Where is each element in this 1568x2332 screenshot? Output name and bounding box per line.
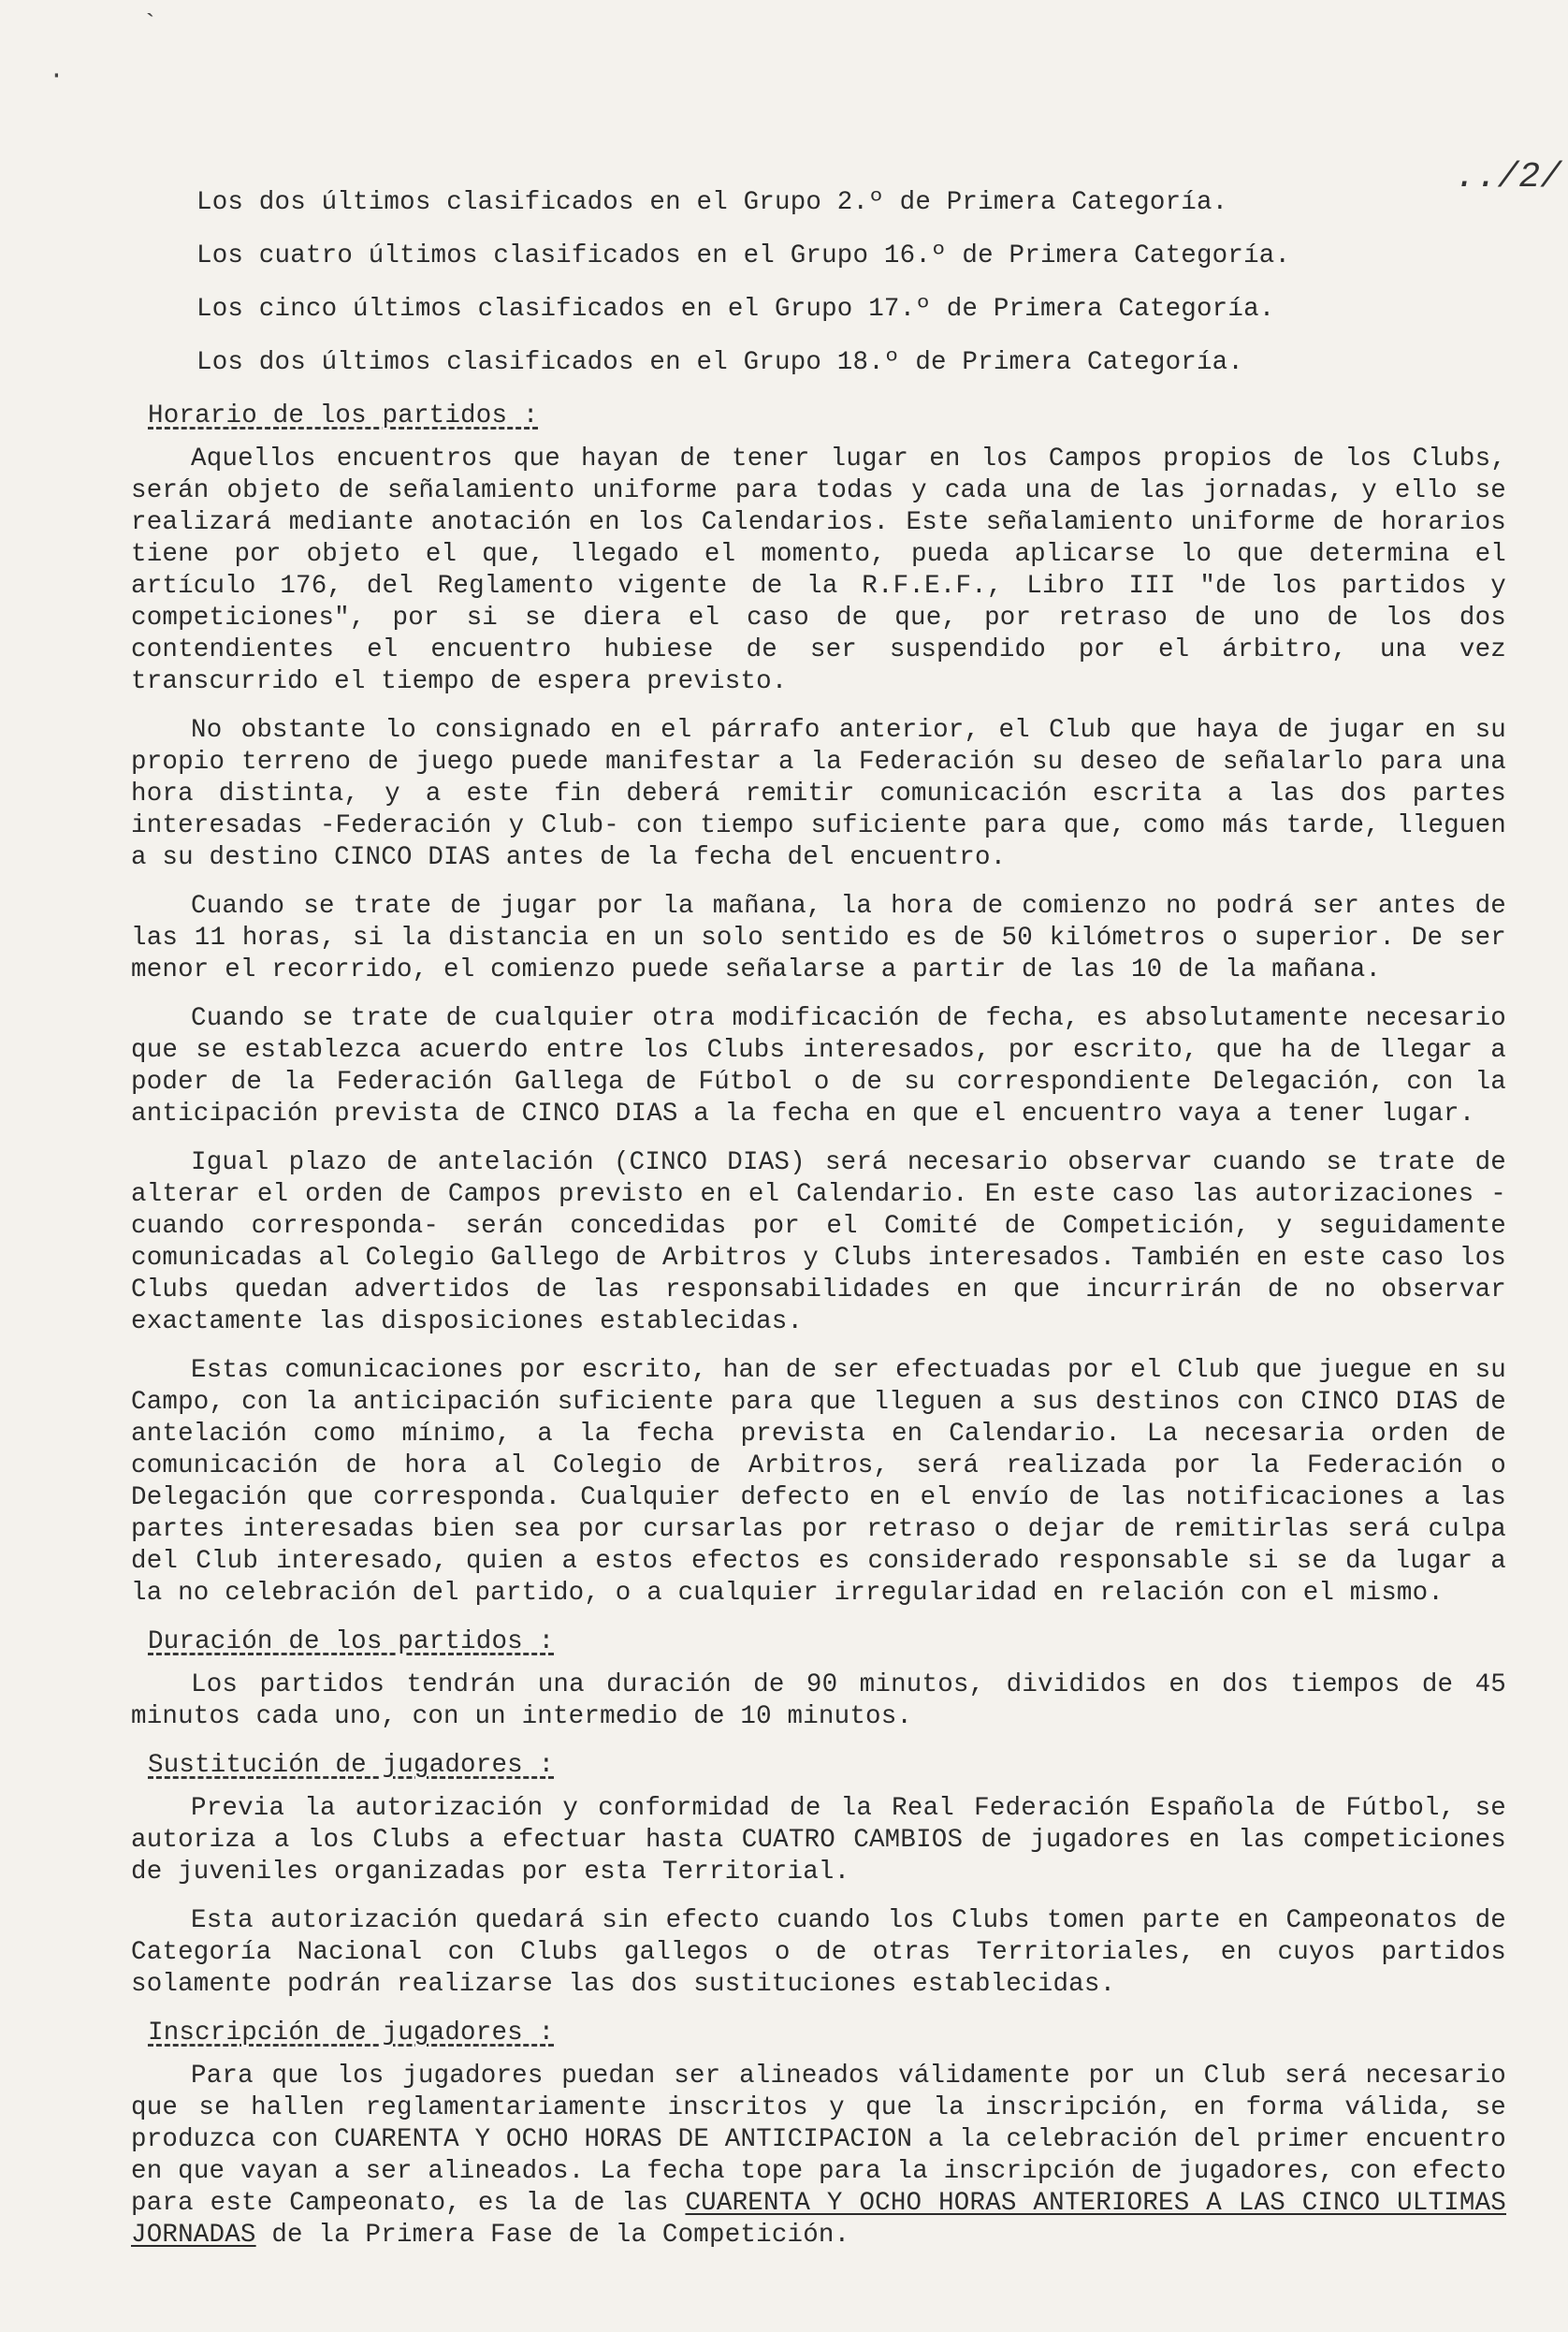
paragraph-text: Para que los jugadores puedan ser alineados válidamente por un Club será necesario que se hallen reglamentariamente inscritos y que la inscripción, en forma válida, se produzca con CUARENTA Y OCHO HORAS DE ANTICIPACION a la celebración del primer encuentro en que vayan a ser alineados. La fecha tope para la inscripción de jugadores, con efecto para este Campeonato, es la de las xyxy=(131,2062,1506,2218)
section-heading-horario: Horario de los partidos : xyxy=(148,401,539,430)
classification-line: Los dos últimos clasificados en el Grupo 18.º de Primera Categoría. xyxy=(196,348,1244,377)
page-number: ../2/ xyxy=(1455,157,1562,197)
paragraph: Cuando se trate de jugar por la mañana, la hora de comienzo no podrá ser antes de las 11 horas, si la distancia en un solo sentido es de 50 kilómetros o superior. De ser menor el recorrido, el comienzo puede señalarse a partir de las 10 de la mañana. xyxy=(131,892,1506,984)
paragraph: Cuando se trate de cualquier otra modificación de fecha, es absolutamente necesario que se establezca acuerdo entre los Clubs interesados, por escrito, que ha de llegar a poder de la Federación Gallega de Fútbol o de su correspondiente Delegación, con la anticipación prevista de CINCO DIAS a la fecha en que el encuentro vaya a tener lugar. xyxy=(131,1004,1506,1129)
paragraph: No obstante lo consignado en el párrafo anterior, el Club que haya de jugar en su propio terreno de juego puede manifestar a la Federación su deseo de señalarlo para una hora distinta, y a este fin deberá remitir comunicación escrita a las dos partes interesadas -Federación y Club- con tiempo suficiente para que, como más tarde, lleguen a su destino CINCO DIAS antes de la fecha del encuentro. xyxy=(131,716,1506,872)
classification-line: Los cuatro últimos clasificados en el Grupo 16.º de Primera Categoría. xyxy=(196,241,1291,270)
section-heading-duracion: Duración de los partidos : xyxy=(148,1627,555,1656)
ink-mark: ` xyxy=(142,11,158,40)
section-heading-sustitucion: Sustitución de jugadores : xyxy=(148,1751,555,1780)
classification-line: Los dos últimos clasificados en el Grupo 2.º de Primera Categoría. xyxy=(196,188,1228,217)
paragraph xyxy=(131,2061,1506,2252)
paragraph: Estas comunicaciones por escrito, han de ser efectuadas por el Club que juegue en su Campo, con la anticipación suficiente para que lleguen a sus destinos con CINCO DIAS de antelación como mínimo, a la fecha prevista en Calendario. La necesaria orden de comunicación de hora al Colegio de Arbitros, será realizada por la Federación o Delegación que corresponda. Cualquier defecto en el envío de las notificaciones a las partes interesadas bien sea por cursarlas por retraso o dejar de remitirlas será culpa del Club interesado, quien a estos efectos es considerado responsable si se da lugar a la no celebración del partido, o a cualquier irregularidad en relación con el mismo. xyxy=(131,1356,1506,1608)
classification-line: Los cinco últimos clasificados en el Grupo 17.º de Primera Categoría. xyxy=(196,295,1275,324)
ink-mark: · xyxy=(49,62,65,91)
paragraph: Igual plazo de antelación (CINCO DIAS) será necesario observar cuando se trate de alterar el orden de Campos previsto en el Calendario. En este caso las autorizaciones -cuando corresponda- serán concedidas por el Comité de Competición, y seguidamente comunicadas al Colegio Gallego de Arbitros y Clubs interesados. También en este caso los Clubs quedan advertidos de las responsabilidades en que incurrirán de no observar exactamente las disposiciones establecidas. xyxy=(131,1148,1506,1336)
paragraph-text: de la Primera Fase de la Competición. xyxy=(255,2221,850,2250)
paragraph: Aquellos encuentros que hayan de tener lugar en los Campos propios de los Clubs, serán objeto de señalamiento uniforme para todas y cada una de las jornadas, y ello se realizará mediante anotación en los Calendarios. Este señalamiento uniforme de horarios tiene por objeto el que, llegado el momento, pueda aplicarse lo que determina el artículo 176, del Reglamento vigente de la R.F.E.F., Libro III "de los partidos y competiciones", por si se diera el caso de que, por retraso de uno de los dos contendientes el encuentro hubiese de ser suspendido por el árbitro, una vez transcurrido el tiempo de espera previsto. xyxy=(131,445,1506,696)
document-body xyxy=(131,187,1506,2268)
paragraph: Esta autorización quedará sin efecto cuando los Clubs tomen parte en Campeonatos de Categoría Nacional con Clubs gallegos o de otras Territoriales, en cuyos partidos solamente podrán realizarse las dos sustituciones establecidas. xyxy=(131,1906,1506,1999)
paragraph: Previa la autorización y conformidad de la Real Federación Española de Fútbol, se autoriza a los Clubs a efectuar hasta CUATRO CAMBIOS de jugadores en las competiciones de juveniles organizadas por esta Territorial. xyxy=(131,1794,1506,1887)
section-heading-inscripcion: Inscripción de jugadores : xyxy=(148,2019,555,2048)
underlined-deadline: CUARENTA Y OCHO HORAS ANTERIORES A LAS CINCO ULTIMAS JORNADAS xyxy=(131,2189,1506,2250)
paragraph: Los partidos tendrán una duración de 90 minutos, divididos en dos tiempos de 45 minutos cada uno, con un intermedio de 10 minutos. xyxy=(131,1670,1506,1731)
